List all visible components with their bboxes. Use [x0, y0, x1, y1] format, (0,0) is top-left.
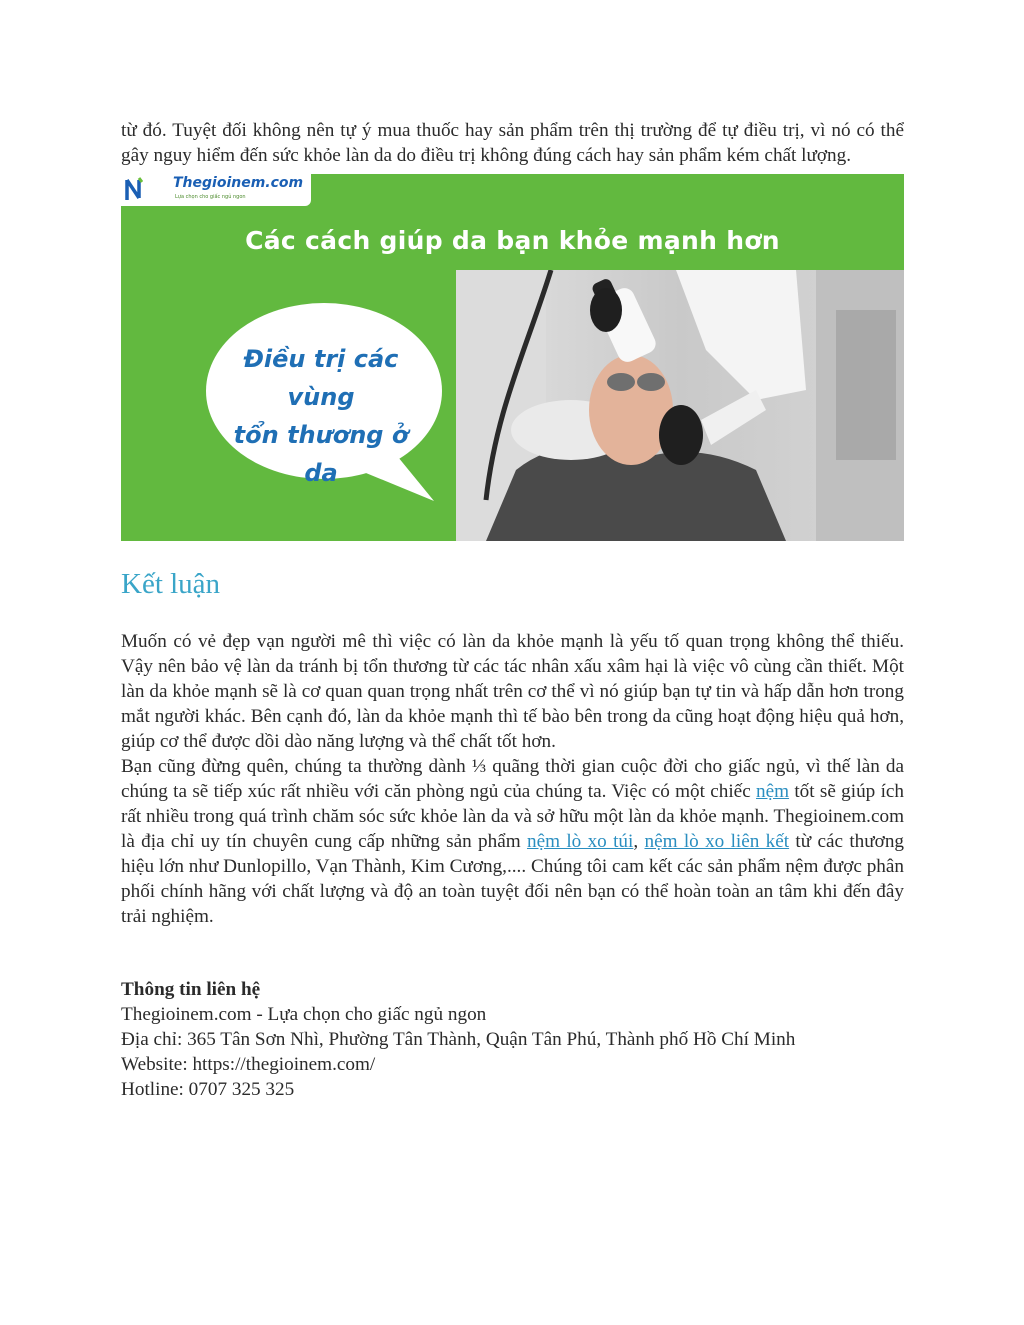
bubble-text: [216, 340, 426, 492]
bubble-line-1: Điều trị các vùng: [243, 345, 399, 411]
link-nem-lo-xo-tui[interactable]: nệm lò xo túi: [526, 831, 634, 852]
banner-image: [121, 174, 904, 541]
logo-text: Thegioinem.com: [173, 175, 304, 191]
document-page: [121, 118, 904, 1102]
paragraph-text: Bạn cũng đừng quên, chúng ta thường dành ⅓ quãng thời gian cuộc đời cho giấc ngủ, vì thế làn da chúng ta sẽ tiếp xúc rất nhiều với căn phòng ngủ của chúng ta. Việc có một chiếc: [121, 756, 904, 802]
contact-title: Thông tin liên hệ: [121, 979, 261, 1000]
paragraph-text: từ các thương hiệu lớn như Dunlopillo, Vạn Thành, Kim Cương,.... Chúng tôi cam kết các sản phẩm nệm được phân phối chính hãng với chất lượng và độ an toàn tuyệt đối nên bạn có thể hoàn toàn an tâm khi đến đây trải nghiệm.: [121, 831, 905, 927]
link-nem-lo-xo-lien-ket[interactable]: nệm lò xo liên kết: [644, 831, 790, 852]
brand-logo: [121, 174, 311, 206]
paragraph-text: ,: [633, 831, 645, 852]
conclusion-paragraph-1: Muốn có vẻ đẹp vạn người mê thì việc có làn da khỏe mạnh là yếu tố quan trọng không thể thiếu. Vậy nên bảo vệ làn da tránh bị tổn thương từ các tác nhân xấu xâm hại là việc vô cùng cần thiết. Một làn da khỏe mạnh sẽ là cơ quan quan trọng nhất trên cơ thể vì nó giúp bạn tự tin và hấp dẫn hơn trong mắt người khác. Bên cạnh đó, làn da khỏe mạnh thì tế bào bên trong da cũng hoạt động hiệu quả hơn, giúp cơ thể được dồi dào năng lượng và thể chất tốt hơn.: [121, 631, 904, 752]
logo-subtext: Lựa chọn cho giấc ngủ ngon: [175, 194, 246, 200]
contact-line-address: Địa chỉ: 365 Tân Sơn Nhì, Phường Tân Thành, Quận Tân Phú, Thành phố Hồ Chí Minh: [121, 1029, 796, 1050]
skin-treatment-photo: [456, 270, 904, 541]
conclusion-paragraph-2: [121, 754, 904, 929]
intro-paragraph: từ đó. Tuyệt đối không nên tự ý mua thuốc hay sản phẩm trên thị trường để tự điều trị, vì nó có thể gây nguy hiểm đến sức khỏe làn da do điều trị không đúng cách hay sản phẩm kém chất lượng.: [121, 120, 904, 166]
section-heading: Kết luận: [121, 568, 221, 600]
contact-line-brand: Thegioinem.com - Lựa chọn cho giấc ngủ ngon: [121, 1004, 487, 1025]
contact-line-website: Website: https://thegioinem.com/: [121, 1054, 376, 1075]
logo-mark-icon: [125, 176, 143, 202]
banner-title: Các cách giúp da bạn khỏe mạnh hơn: [245, 226, 780, 255]
contact-section: [121, 977, 904, 1102]
link-nem[interactable]: nệm: [756, 781, 790, 802]
bubble-line-2: tổn thương ở da: [233, 421, 409, 487]
paragraph-text: tốt sẽ giúp ích rất nhiều trong quá trình chăm sóc sức khỏe làn da và sở hữu một làn da khỏe mạnh. Thegioinem.com là địa chỉ uy tín chuyên cung cấp những sản phẩm: [121, 781, 905, 852]
contact-line-hotline: Hotline: 0707 325 325: [121, 1079, 295, 1100]
